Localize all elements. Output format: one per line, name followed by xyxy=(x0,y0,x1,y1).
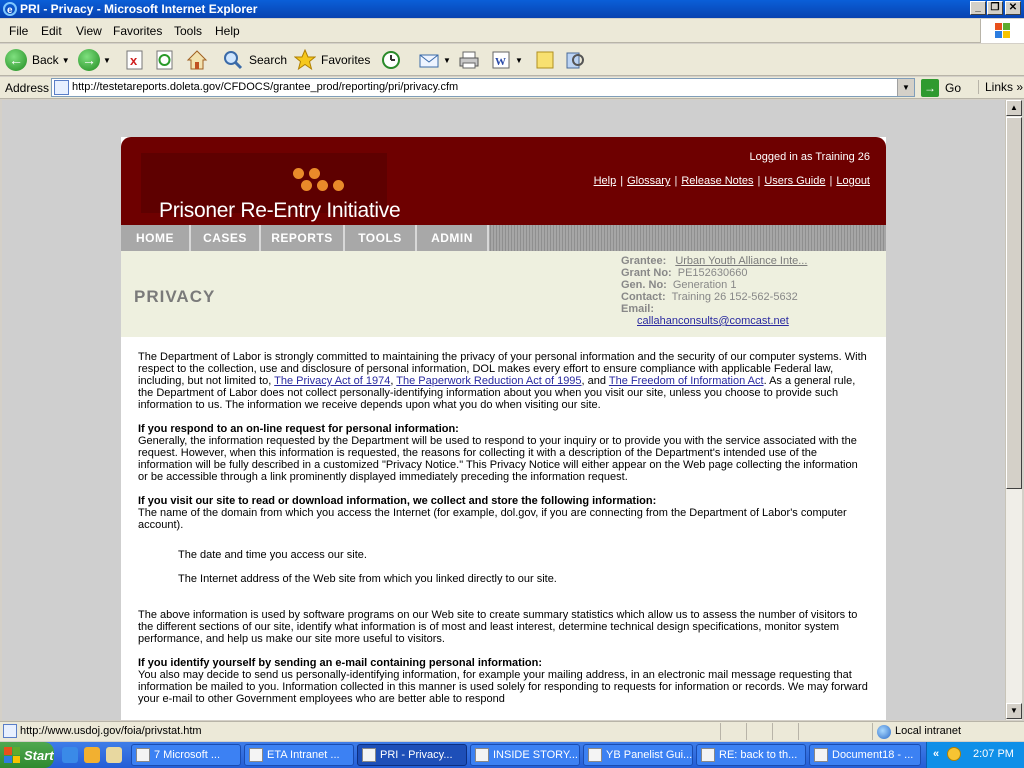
intro-text-1: The Department of Labor is strongly committed to maintaining the privacy of your personal information and the security of our computer systems. With respect to the collection, use and disclosure of personal information, DOL makes every effort to ensure compliance with applicable Federal law, including, but not limited to, xyxy=(138,351,867,387)
zone-label: Local intranet xyxy=(895,725,962,737)
title-bar xyxy=(0,0,1024,18)
history-icon xyxy=(380,49,402,71)
scroll-up-icon[interactable]: ▲ xyxy=(1006,100,1022,116)
favorites-label: Favorites xyxy=(321,53,371,67)
nav-tools[interactable]: TOOLS xyxy=(345,225,417,251)
go-arrow-icon: → xyxy=(921,79,939,97)
address-bar xyxy=(0,77,1024,99)
grantee-info xyxy=(621,255,807,327)
task-label: 7 Microsoft ... xyxy=(154,749,221,761)
search-button[interactable] xyxy=(222,48,287,72)
task-microsoft-outlook[interactable] xyxy=(131,744,241,766)
minimize-button[interactable]: _ xyxy=(970,1,986,15)
refresh-button[interactable] xyxy=(154,48,176,72)
forward-button[interactable] xyxy=(78,48,111,72)
task-document18[interactable] xyxy=(809,744,921,766)
desktop-quicklaunch-icon[interactable] xyxy=(106,747,122,763)
search-icon xyxy=(222,49,244,71)
start-label: Start xyxy=(24,747,54,763)
section-heading: If you visit our site to read or download information, we collect and store the following information: xyxy=(138,495,657,507)
go-button[interactable] xyxy=(921,79,961,97)
section-online-request xyxy=(138,423,868,483)
home-icon xyxy=(186,49,208,71)
back-label: Back xyxy=(32,53,59,67)
windows-logo xyxy=(980,19,1024,43)
address-input[interactable] xyxy=(51,78,915,97)
back-arrow-icon: ← xyxy=(5,49,27,71)
address-label: Address xyxy=(5,81,50,95)
outlook-icon xyxy=(136,748,150,762)
nav-cases[interactable]: CASES xyxy=(191,225,261,251)
status-divider xyxy=(746,723,747,740)
print-button[interactable] xyxy=(458,48,480,72)
logout-link[interactable]: Logout xyxy=(836,175,870,187)
vertical-scrollbar[interactable] xyxy=(1005,100,1022,720)
edit-dropdown-icon[interactable]: ▼ xyxy=(515,55,523,65)
grantee-label: Grantee: xyxy=(621,255,667,267)
mail-icon xyxy=(418,49,440,71)
status-divider xyxy=(798,723,799,740)
system-tray xyxy=(926,742,1024,768)
contact-label: Contact: xyxy=(621,291,666,303)
ie-icon xyxy=(2,1,18,17)
links-label: Links xyxy=(985,80,1014,94)
nav-reports[interactable]: REPORTS xyxy=(261,225,345,251)
privacy-act-link[interactable]: The Privacy Act of 1974 xyxy=(274,375,391,387)
intro-text-2: , xyxy=(390,375,397,387)
start-button[interactable] xyxy=(0,742,54,768)
nav-admin[interactable]: ADMIN xyxy=(417,225,489,251)
maximize-button[interactable]: ❐ xyxy=(987,1,1003,15)
stop-button[interactable] xyxy=(124,48,146,72)
section-text: Generally, the information requested by the Department will be used to respond to your inquiry or to provide you with the service associated with the request. However, when this information is requested, the reasons for collecting it with a description of the Department's intended use of the information will be fully described in a customized "Privacy Notice." This Privacy Notice will either appear on the Web page collecting the information or be accessible through a link prominently displayed immediately preceding the information request. xyxy=(138,435,858,483)
windows-flag-icon xyxy=(4,747,20,763)
scroll-thumb[interactable] xyxy=(1006,117,1022,489)
mail-dropdown-icon[interactable]: ▼ xyxy=(443,55,451,65)
list-item: The date and time you access our site. xyxy=(178,549,367,561)
privacy-content xyxy=(138,351,868,717)
help-link[interactable]: Help xyxy=(593,175,617,187)
task-label: ETA Intranet ... xyxy=(267,749,340,761)
ie-icon xyxy=(475,748,489,762)
task-label: Document18 - ... xyxy=(832,749,914,761)
users-guide-link[interactable]: Users Guide xyxy=(764,175,826,187)
links-chevron-icon: » xyxy=(1016,80,1024,94)
glossary-link[interactable]: Glossary xyxy=(627,175,671,187)
edit-button[interactable] xyxy=(490,48,523,72)
note-icon xyxy=(534,49,556,71)
outlook-quicklaunch-icon[interactable] xyxy=(84,747,100,763)
links-button[interactable] xyxy=(978,80,1023,94)
address-dropdown-icon[interactable]: ▼ xyxy=(897,79,914,96)
menu-help[interactable]: Help xyxy=(215,24,240,38)
stop-icon xyxy=(124,49,146,71)
task-re-back[interactable] xyxy=(696,744,806,766)
clock-time[interactable]: 2:07 PM xyxy=(973,748,1014,760)
release-notes-link[interactable]: Release Notes xyxy=(681,175,754,187)
page-icon xyxy=(54,80,69,95)
window-title: PRI - Privacy - Microsoft Internet Explorer xyxy=(20,2,258,16)
section-heading: If you respond to an on-line request for personal information: xyxy=(138,423,459,435)
back-button[interactable] xyxy=(5,48,70,72)
forward-arrow-icon: → xyxy=(78,49,100,71)
standard-toolbar xyxy=(0,44,1024,76)
address-url[interactable]: http://testetareports.doleta.gov/CFDOCS/grantee_prod/reporting/pri/privacy.cfm xyxy=(72,81,459,93)
grantee-link[interactable]: Urban Youth Alliance Inte... xyxy=(675,255,808,267)
star-icon xyxy=(294,49,316,71)
section-statistics: The above information is used by software programs on our Web site to create summary statistics which allow us to assess the number of visitors to the different sections of our site, identify what information is of most and least interest, determine technical design specifications, monitor system performance, and help us make our site more useful to visitors. xyxy=(138,609,858,645)
menu-tools[interactable]: Tools xyxy=(174,24,203,38)
word-icon xyxy=(490,49,512,71)
grantee-info-bar xyxy=(121,251,886,337)
security-zone xyxy=(872,723,1022,740)
task-label: INSIDE STORY... xyxy=(493,749,578,761)
main-nav xyxy=(121,225,886,251)
taskbar xyxy=(0,742,1024,768)
task-label: RE: back to th... xyxy=(719,749,798,761)
site-logo xyxy=(141,153,401,222)
discuss-button[interactable] xyxy=(534,48,556,72)
history-button[interactable] xyxy=(380,48,402,72)
grant-no-label: Grant No: xyxy=(621,267,672,279)
email-link[interactable]: callahanconsults@comcast.net xyxy=(637,315,789,327)
mail-icon xyxy=(701,748,715,762)
status-bar xyxy=(0,721,1024,741)
menu-bar xyxy=(0,19,1024,43)
gen-no-value: Generation 1 xyxy=(672,279,737,291)
menu-favorites[interactable]: Favorites xyxy=(113,24,163,38)
ie-quicklaunch-icon[interactable] xyxy=(62,747,78,763)
go-label: Go xyxy=(945,81,962,95)
mail-button[interactable] xyxy=(418,48,451,72)
svg-text:x: x xyxy=(130,53,138,68)
research-icon xyxy=(564,49,586,71)
svg-text:W: W xyxy=(495,56,506,68)
foia-link[interactable]: The Freedom of Information Act xyxy=(608,375,764,387)
menu-file[interactable]: File xyxy=(9,24,29,38)
list-item: The Internet address of the Web site from which you linked directly to our site. xyxy=(178,573,557,585)
nav-home[interactable]: HOME xyxy=(121,225,191,251)
intro-paragraph xyxy=(138,351,868,411)
page-icon xyxy=(3,724,17,738)
section-text: You also may decide to send us personally-identifying information, for example your mailing address, in an electronic mail message requesting that information be mailed to you. Information collected in this manner is used solely for responding to requests for information or records. We may forward your e-mail to other Government employees who are better able to respond xyxy=(138,669,868,705)
refresh-icon xyxy=(154,49,176,71)
task-label: YB Panelist Gui... xyxy=(606,749,693,761)
intro-text-4: . As a general rule, the Department of Labor does not collect personally-identifying information about you when you visit our site, unless you choose to provide such information to us. The information we receive depends upon what you do when visiting our site. xyxy=(138,375,856,411)
word-icon xyxy=(588,748,602,762)
intranet-icon xyxy=(877,725,891,739)
search-label: Search xyxy=(249,53,288,67)
logo-text: Prisoner Re-Entry Initiative xyxy=(159,199,401,222)
word-icon xyxy=(814,748,828,762)
scroll-down-icon[interactable]: ▼ xyxy=(1006,703,1022,719)
grant-no-value: PE152630660 xyxy=(677,267,748,279)
paperwork-act-link[interactable]: The Paperwork Reduction Act of 1995 xyxy=(396,375,582,387)
section-email xyxy=(138,657,868,705)
research-button[interactable] xyxy=(564,48,586,72)
favorites-button[interactable] xyxy=(294,48,370,72)
contact-value: Training 26 152-562-5632 xyxy=(671,291,798,303)
logged-in-text: Logged in as Training 26 xyxy=(749,151,870,163)
tray-expand-icon[interactable]: « xyxy=(933,748,940,760)
page-title: PRIVACY xyxy=(134,287,216,306)
status-text: http://www.usdoj.gov/foia/privstat.htm xyxy=(20,725,202,737)
top-links: Help | Glossary | Release Notes | Users Guide | Logout xyxy=(593,175,870,187)
site-banner xyxy=(121,137,886,225)
svg-text:e: e xyxy=(7,5,13,16)
section-heading: If you identify yourself by sending an e-mail containing personal information: xyxy=(138,657,542,669)
home-button[interactable] xyxy=(186,48,208,72)
status-divider xyxy=(720,723,721,740)
gen-no-label: Gen. No: xyxy=(621,279,667,291)
web-page xyxy=(121,137,886,720)
task-eta-intranet[interactable] xyxy=(244,744,354,766)
task-pri-privacy[interactable] xyxy=(357,744,467,766)
section-visit-site xyxy=(138,495,868,531)
menu-edit[interactable]: Edit xyxy=(41,24,62,38)
task-inside-story[interactable] xyxy=(470,744,580,766)
back-dropdown-icon[interactable]: ▼ xyxy=(61,55,70,65)
menu-view[interactable]: View xyxy=(76,24,102,38)
task-label: PRI - Privacy... xyxy=(380,749,453,761)
section-text: The name of the domain from which you access the Internet (for example, dol.gov, if you are connecting from the Department of Labor's computer account). xyxy=(138,507,847,531)
printer-icon xyxy=(458,49,480,71)
close-button[interactable]: ✕ xyxy=(1005,1,1021,15)
email-label: Email: xyxy=(621,303,655,315)
ie-icon xyxy=(362,748,376,762)
intro-text-3: , and xyxy=(581,375,609,387)
clock-tray-icon[interactable] xyxy=(947,747,961,761)
ie-icon xyxy=(249,748,263,762)
status-divider xyxy=(772,723,773,740)
task-yb-panelist[interactable] xyxy=(583,744,693,766)
browser-viewport xyxy=(2,100,1005,720)
logo-dots-icon xyxy=(293,168,353,198)
forward-dropdown-icon[interactable]: ▼ xyxy=(103,55,111,65)
